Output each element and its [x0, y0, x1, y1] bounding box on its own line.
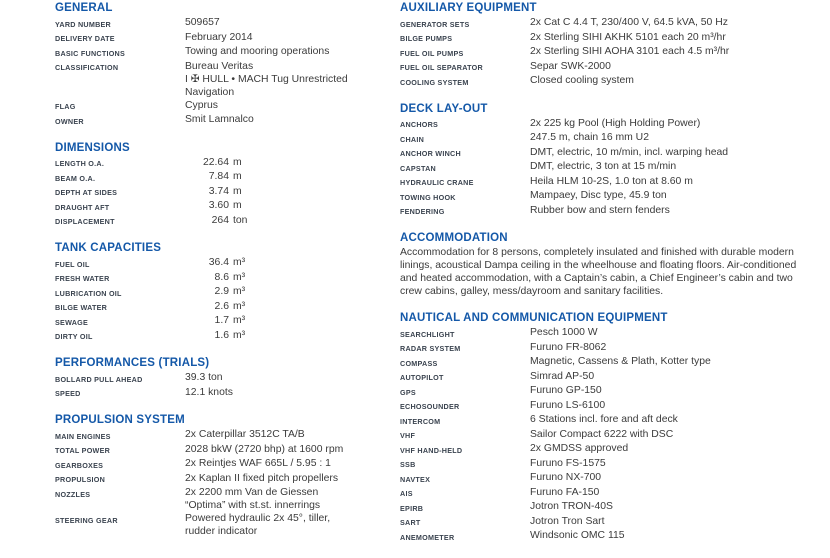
spec-row	[55, 16, 427, 31]
value-line: Jotron Tron Sart	[530, 515, 605, 527]
value-unit: m³	[233, 329, 246, 341]
spec-label: FUEL OIL	[55, 259, 90, 269]
spec-row	[55, 60, 427, 99]
value-line	[185, 185, 242, 198]
value-line	[185, 256, 245, 269]
spec-value	[530, 45, 729, 58]
spec-row	[400, 442, 828, 457]
spec-value	[530, 74, 634, 87]
value-line: Furuno FA-150	[530, 486, 600, 498]
value-line: Heila HLM 10-2S, 1.0 ton at 8.60 m	[530, 175, 693, 187]
spec-row	[55, 314, 427, 329]
spec-row	[55, 386, 427, 401]
spec-label: NOZZLES	[55, 489, 91, 499]
spec-label: AIS	[400, 489, 413, 498]
section-performances-trials	[55, 357, 427, 400]
spec-label: SEWAGE	[55, 317, 89, 327]
spec-value	[185, 60, 348, 99]
value-line: 247.5 m, chain 16 mm U2	[530, 132, 649, 143]
section-title: DIMENSIONS	[55, 141, 130, 154]
value-unit: m	[233, 156, 242, 168]
section-accommodation	[400, 232, 828, 298]
spec-label: TOWING HOOK	[400, 192, 456, 202]
spec-row	[55, 170, 427, 185]
spec-value	[530, 204, 670, 217]
spec-value	[185, 457, 331, 470]
spec-label: HYDRAULIC CRANE	[400, 178, 474, 187]
spec-value	[530, 355, 711, 368]
value-line: 2x Cat C 4.4 T, 230/400 V, 64.5 kVA, 50 Hz	[530, 17, 728, 28]
spec-row	[400, 175, 828, 190]
value-number: 3.74	[208, 185, 229, 197]
spec-value	[185, 472, 338, 485]
spec-row	[400, 486, 828, 501]
spec-label: DEPTH AT SIDES	[55, 188, 118, 197]
spec-value	[185, 45, 329, 58]
value-line: Furuno FR-8062	[530, 341, 607, 353]
value-line: Simrad AP-50	[530, 370, 595, 382]
spec-label: NAVTEX	[400, 474, 431, 484]
spec-label: FRESH WATER	[55, 274, 110, 283]
spec-row	[55, 300, 427, 315]
spec-label: SART	[400, 518, 421, 527]
spec-label: GEARBOXES	[55, 460, 104, 470]
value-line	[185, 271, 245, 284]
spec-value	[185, 185, 242, 198]
value-unit: m³	[233, 286, 246, 297]
section-propulsion-system	[55, 414, 427, 538]
value-line: Furuno GP-150	[530, 385, 602, 396]
value-line: Furuno NX-700	[530, 472, 602, 483]
spec-row	[55, 486, 427, 512]
spec-label: VHF	[400, 431, 416, 440]
spec-value	[530, 160, 676, 173]
spec-row	[55, 443, 427, 458]
spec-value	[185, 31, 253, 44]
spec-row	[55, 371, 427, 386]
spec-label: GPS	[400, 387, 416, 397]
spec-value	[530, 515, 605, 528]
spec-row	[400, 146, 828, 161]
spec-label: FENDERING	[400, 207, 445, 216]
spec-label: CHAIN	[400, 134, 425, 144]
section-auxiliary-equipment	[400, 2, 828, 89]
spec-row	[400, 515, 828, 530]
value-line: Jotron TRON-40S	[530, 501, 613, 512]
value-line: Mampaey, Disc type, 45.9 ton	[530, 190, 667, 201]
value-number: 2.6	[214, 300, 229, 312]
spec-value	[530, 175, 693, 188]
spec-label: ANCHORS	[400, 120, 439, 129]
spec-value	[530, 486, 599, 499]
spec-value	[530, 457, 606, 470]
spec-row	[400, 370, 828, 385]
spec-value	[530, 500, 613, 513]
spec-label: ANEMOMETER	[400, 532, 455, 542]
value-number: 1.7	[214, 315, 229, 326]
spec-row	[55, 256, 427, 271]
value-line: Magnetic, Cassens & Plath, Kotter type	[530, 356, 711, 367]
value-line: 39.3 ton	[185, 372, 223, 383]
spec-row	[55, 113, 427, 128]
spec-row	[55, 329, 427, 344]
section-tank-capacities	[55, 242, 427, 343]
value-line: Rubber bow and stern fenders	[530, 204, 670, 216]
spec-row	[55, 512, 427, 538]
value-line: Cyprus	[185, 99, 218, 111]
spec-label: DRAUGHT AFT	[55, 202, 110, 212]
spec-row	[55, 99, 427, 114]
section-title: TANK CAPACITIES	[55, 242, 162, 254]
spec-row	[400, 355, 828, 370]
spec-row	[55, 472, 427, 487]
spec-label: BEAM O.A.	[55, 173, 96, 183]
spec-label: LUBRICATION OIL	[55, 288, 122, 298]
spec-label: FLAG	[55, 102, 76, 111]
value-unit: m³	[233, 257, 246, 268]
spec-label: INTERCOM	[400, 416, 441, 426]
spec-row	[400, 471, 828, 486]
spec-row	[55, 185, 427, 200]
value-number: 1.6	[214, 329, 229, 341]
value-number: 3.60	[208, 200, 229, 211]
spec-row	[55, 31, 427, 46]
value-line: Powered hydraulic 2x 45°, tiller,	[185, 513, 331, 524]
spec-row	[400, 45, 828, 60]
spec-label: TOTAL POWER	[55, 446, 111, 455]
spec-value	[185, 314, 245, 327]
value-line: I ✠ HULL • MACH Tug Unrestricted	[185, 73, 348, 85]
value-line	[185, 156, 242, 169]
value-number: 7.84	[208, 171, 229, 182]
spec-label: BILGE WATER	[55, 303, 108, 312]
section-general	[55, 2, 427, 128]
spec-row	[400, 413, 828, 428]
value-line: Furuno FS-1575	[530, 457, 606, 469]
value-line: 6 Stations incl. fore and aft deck	[530, 414, 678, 425]
value-line: rudder indicator	[185, 526, 258, 537]
spec-row	[400, 74, 828, 89]
value-line	[185, 329, 245, 342]
spec-value	[530, 189, 667, 202]
spec-label: GENERATOR SETS	[400, 19, 470, 29]
spec-label: COMPASS	[400, 358, 438, 368]
value-line: 12.1 knots	[185, 386, 233, 398]
spec-label: CLASSIFICATION	[55, 63, 119, 72]
value-unit: m	[233, 185, 242, 197]
spec-label: STEERING GEAR	[55, 515, 118, 525]
value-unit: m	[233, 171, 242, 182]
spec-label: LENGTH O.A.	[55, 159, 105, 168]
section-title: GENERAL	[55, 2, 113, 14]
value-line: Smit Lamnalco	[185, 114, 254, 125]
spec-label: BILGE PUMPS	[400, 34, 453, 43]
spec-value	[185, 113, 254, 126]
spec-label: SEARCHLIGHT	[400, 329, 455, 339]
spec-value	[530, 146, 728, 159]
accommodation-paragraph: Accommodation for 8 persons, completely insulated and finished with durable modern linings, acoustical Dampa ceiling in the wheelhouse and floating floors. Air-conditioned and heated accommodation, with a Captain’s cabin, a Chief Engineer’s cabin and two crew cabins, galley, mess/dayroom and sanitary facilities.	[400, 247, 797, 297]
value-unit: ton	[233, 214, 248, 226]
value-unit: m³	[233, 271, 246, 283]
spec-row	[400, 160, 828, 175]
value-number: 264	[211, 214, 229, 226]
value-line: Sailor Compact 6222 with DSC	[530, 428, 674, 440]
section-deck-lay-out	[400, 103, 828, 219]
spec-value	[185, 199, 242, 212]
spec-value	[185, 271, 245, 284]
spec-value	[185, 156, 242, 169]
spec-row	[400, 204, 828, 219]
spec-value	[530, 413, 678, 426]
value-line: Furuno LS-6100	[530, 399, 606, 411]
value-line: 2x Reintjes WAF 665L / 5.95 : 1	[185, 458, 331, 469]
spec-label: BASIC FUNCTIONS	[55, 48, 126, 58]
spec-value	[530, 326, 598, 339]
spec-value	[530, 117, 700, 130]
spec-label: CAPSTAN	[400, 163, 436, 173]
spec-value	[530, 370, 594, 383]
spec-row	[400, 399, 828, 414]
spec-value	[185, 16, 220, 29]
value-line: Towing and mooring operations	[185, 46, 330, 57]
spec-label: MAIN ENGINES	[55, 431, 111, 441]
spec-label: DISPLACEMENT	[55, 217, 115, 226]
spec-row	[400, 326, 828, 341]
value-line: Windsonic OMC 115	[530, 530, 625, 541]
spec-row	[400, 341, 828, 356]
spec-value	[185, 486, 320, 512]
spec-label: AUTOPILOT	[400, 373, 444, 382]
section-title: ACCOMMODATION	[400, 232, 508, 244]
value-line: 2x Sterling SIHI AOHA 3101 each 4.5 m³/hr	[530, 46, 730, 57]
section-title: DECK LAY-OUT	[400, 102, 488, 115]
spec-value	[185, 300, 245, 313]
spec-value	[530, 399, 605, 412]
value-line: 2x GMDSS approved	[530, 443, 629, 454]
spec-value	[530, 471, 601, 484]
spec-row	[400, 457, 828, 472]
spec-label: OWNER	[55, 116, 84, 126]
spec-row	[55, 45, 427, 60]
spec-label: DIRTY OIL	[55, 332, 93, 341]
spec-row	[400, 117, 828, 132]
spec-label: SSB	[400, 460, 416, 469]
value-line: 509657	[185, 17, 220, 28]
value-line: DMT, electric, 3 ton at 15 m/min	[530, 161, 677, 172]
spec-row	[55, 214, 427, 229]
section-dimensions	[55, 142, 427, 229]
section-title: NAUTICAL AND COMMUNICATION EQUIPMENT	[400, 312, 668, 324]
value-line	[185, 170, 242, 183]
spec-row	[400, 189, 828, 204]
spec-label: FUEL OIL SEPARATOR	[400, 63, 483, 72]
spec-label: DELIVERY DATE	[55, 34, 115, 43]
section-nautical-and-communication-equipment	[400, 312, 828, 544]
spec-row	[55, 285, 427, 300]
value-line: Navigation	[185, 86, 235, 98]
section-title: PROPULSION SYSTEM	[55, 414, 185, 426]
spec-row	[55, 457, 427, 472]
spec-value	[530, 16, 728, 29]
value-line: 2x 225 kg Pool (High Holding Power)	[530, 117, 701, 129]
spec-value	[530, 131, 649, 144]
spec-label: YARD NUMBER	[55, 19, 111, 29]
value-line: DMT, electric, 10 m/min, incl. warping head	[530, 146, 729, 158]
spec-value	[185, 214, 247, 227]
spec-label: ANCHOR WINCH	[400, 149, 461, 158]
value-line: 2x Kaplan II fixed pitch propellers	[185, 472, 339, 484]
spec-value	[185, 443, 343, 456]
spec-value	[530, 442, 628, 455]
value-line	[185, 285, 245, 298]
spec-value	[185, 99, 218, 112]
value-line	[185, 314, 245, 327]
spec-value	[185, 386, 233, 399]
spec-value	[185, 285, 245, 298]
value-line	[185, 214, 247, 227]
spec-row	[55, 199, 427, 214]
spec-label: VHF HAND-HELD	[400, 445, 463, 455]
spec-value	[185, 428, 305, 441]
spec-value	[530, 529, 625, 542]
spec-row	[400, 31, 828, 46]
spec-row	[400, 131, 828, 146]
spec-label: ECHOSOUNDER	[400, 402, 460, 411]
spec-value	[530, 31, 726, 44]
value-number: 8.6	[214, 271, 229, 283]
column-left	[55, 2, 427, 552]
spec-row	[400, 60, 828, 75]
value-line: Pesch 1000 W	[530, 327, 598, 338]
spec-row	[55, 156, 427, 171]
spec-row	[55, 271, 427, 286]
spec-label: FUEL OIL PUMPS	[400, 48, 464, 58]
spec-value	[185, 371, 223, 384]
section-title: PERFORMANCES (TRIALS)	[55, 357, 210, 369]
spec-value	[185, 329, 245, 342]
spec-row	[400, 384, 828, 399]
value-number: 22.64	[202, 156, 229, 168]
value-line: February 2014	[185, 31, 253, 43]
spec-row	[400, 500, 828, 515]
section-title: AUXILIARY EQUIPMENT	[400, 2, 537, 14]
value-line: “Optima” with st.st. innerrings	[185, 500, 321, 511]
spec-label: COOLING SYSTEM	[400, 77, 469, 87]
spec-row	[55, 428, 427, 443]
value-line	[185, 300, 245, 313]
value-line: 2x 2200 mm Van de Giessen	[185, 487, 319, 498]
value-line: 2x Sterling SIHI AKHK 5101 each 20 m³/hr	[530, 31, 726, 43]
value-number: 2.9	[214, 286, 229, 297]
spec-value	[185, 170, 242, 183]
spec-row	[400, 16, 828, 31]
spec-row	[400, 529, 828, 544]
value-unit: m	[233, 200, 242, 211]
value-line: Separ SWK-2000	[530, 60, 611, 72]
spec-value	[185, 256, 245, 269]
spec-value	[185, 512, 330, 538]
spec-label: SPEED	[55, 389, 81, 398]
spec-value	[530, 384, 602, 397]
spec-value	[530, 60, 611, 73]
spec-row	[400, 428, 828, 443]
value-line: 2x Caterpillar 3512C TA/B	[185, 429, 305, 440]
spec-label: EPIRB	[400, 503, 424, 513]
value-line: Bureau Veritas	[185, 60, 254, 72]
value-unit: m³	[233, 315, 246, 326]
spec-label: PROPULSION	[55, 475, 106, 484]
value-line	[185, 199, 242, 212]
spec-value	[530, 341, 606, 354]
value-unit: m³	[233, 300, 246, 312]
spec-label: BOLLARD PULL AHEAD	[55, 374, 143, 384]
spec-label: RADAR SYSTEM	[400, 344, 461, 353]
spec-value	[530, 428, 673, 441]
value-line: Closed cooling system	[530, 75, 634, 86]
value-line: 2028 bkW (2720 bhp) at 1600 rpm	[185, 443, 344, 455]
value-number: 36.4	[208, 257, 229, 268]
column-right	[400, 2, 828, 558]
